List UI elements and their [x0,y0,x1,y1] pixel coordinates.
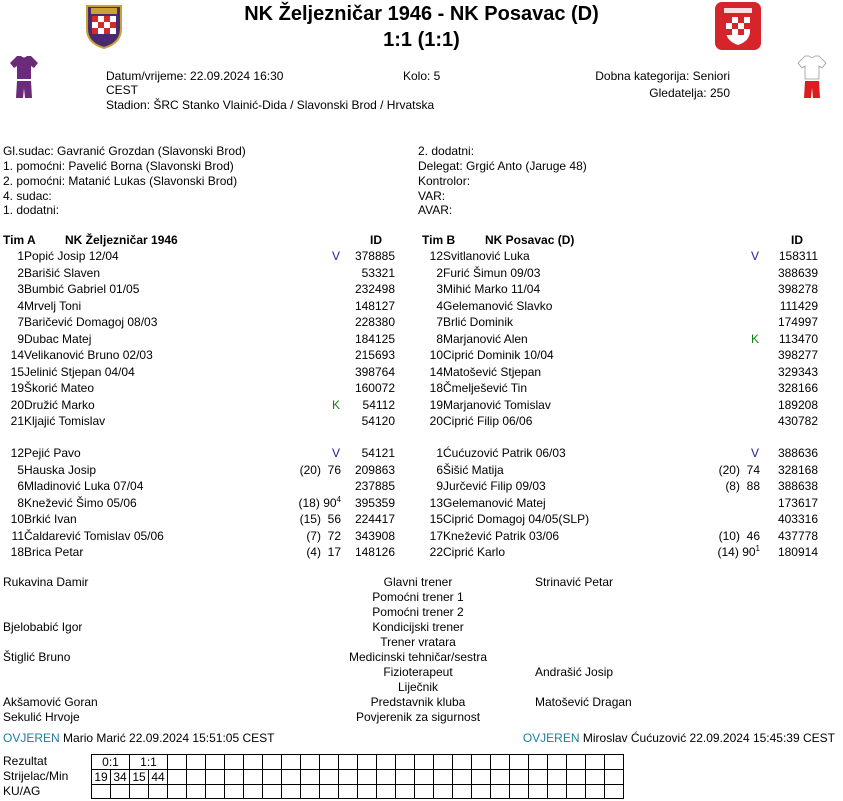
player-substitution: (7) 72 [306,528,341,543]
score-row-cards [92,785,624,799]
player-name: Šišić Matija [443,462,504,477]
staff-role: Povjerenik za sigurnost [355,710,481,724]
player-name: Dubac Matej [24,331,92,346]
score-cell [225,770,244,785]
team-a-kit-icon [9,55,39,101]
player-number: 8 [17,495,24,510]
player-name: Velikanović Bruno 02/03 [24,348,153,362]
verification-left [3,731,274,745]
score-cell: 34 [111,770,130,785]
player-substitution: (8) 88 [725,479,760,493]
substitution-note: 1 [755,544,760,553]
player-substitution: (20) 76 [299,462,341,477]
staff-team-a-member: Bjelobabić Igor [3,620,83,634]
player-name: Barišić Slaven [24,265,101,280]
team-b-label: Tim B [422,233,456,247]
score-cell [472,770,491,785]
score-cell: 44 [149,770,168,785]
match-title: NK Željezničar 1946 - NK Posavac (D) [244,3,599,25]
player-id: 148127 [354,298,395,313]
score-cell [168,770,187,785]
player-name: Pejić Pavo [24,446,81,460]
player-number: 4 [17,298,24,313]
player-id: 395359 [354,495,395,510]
player-name: Marjanović Alen [443,331,528,346]
staff-role: Fizioterapeut [383,665,453,679]
player-id: 113470 [778,331,818,346]
official-controller: Kontrolor: [418,174,471,188]
score-cell [339,785,358,799]
official-assistant-2: 2. pomoćni: Matanić Lukas (Slavonski Brod) [3,174,238,188]
score-cell [225,755,244,770]
player-number: 12 [10,446,24,460]
staff-team-a-member: Sekulić Hrvoje [3,710,80,724]
player-number: 20 [10,397,24,412]
score-cell [434,755,453,770]
official-additional-1: 1. dodatni: [3,203,60,217]
player-name: Kljajić Tomislav [24,414,106,428]
score-cell [396,785,415,799]
player-name: Hauska Josip [24,462,97,477]
score-cell [529,755,548,770]
team-a-name: NK Željezničar 1946 [65,233,178,247]
score-cell [586,755,605,770]
score-cell [453,785,472,799]
player-substitution: (18) $90^4$ [298,494,341,510]
score-cell [187,755,206,770]
player-id: 158311 [778,249,818,263]
player-id: 184125 [354,331,395,346]
score-cell [415,755,434,770]
match-datetime: Datum/vrijeme: 22.09.2024 16:30 [106,69,284,83]
player-number: 14 [10,348,24,362]
player-number: 6 [436,462,443,477]
score-cell [605,770,624,785]
staff-team-a-member: Rukavina Damir [3,575,89,589]
player-id: 328166 [777,381,818,395]
player-id: 237885 [354,479,395,493]
score-cell [396,770,415,785]
score-row-scorers [92,770,624,785]
player-id: 398277 [777,348,818,362]
team-b-logo [714,1,762,51]
player-name: Škorić Mateo [24,381,95,395]
player-name: Matošević Stjepan [443,364,542,379]
player-name: Brkić Ivan [24,512,77,526]
player-id: 180914 [777,545,818,559]
player-number: 15 [10,364,24,379]
team-b-kit-icon [797,55,827,101]
player-role-mark: V [751,446,760,460]
player-role-mark: K [332,397,341,412]
score-cell [206,770,225,785]
player-number: 20 [429,414,443,428]
staff-role: Kondicijski trener [372,620,464,634]
score-cell [510,785,529,799]
score-cell [263,785,282,799]
player-id: 173617 [777,495,818,510]
player-substitution: (10) 46 [718,528,760,543]
result-cell: 1:1 [130,755,168,770]
score-cell [263,770,282,785]
player-id: 54121 [361,446,395,460]
player-number: 5 [17,462,24,477]
player-substitution: (20) 74 [718,462,760,477]
player-number: 15 [429,512,443,526]
score-cell [358,755,377,770]
player-number: 18 [10,545,24,559]
score-cell [377,770,396,785]
player-substitution: (15) 56 [299,512,341,526]
score-cell [244,770,263,785]
player-id: 388636 [777,446,818,460]
player-id: 328168 [777,462,818,477]
player-name: Jelinić Stjepan 04/04 [24,364,135,379]
score-cell [586,770,605,785]
staff-team-a-member: Štiglić Bruno [3,650,71,664]
score-cell [491,785,510,799]
score-cell [206,755,225,770]
player-id: 430782 [777,414,818,428]
score-cell [415,770,434,785]
player-id: 403316 [777,512,818,526]
player-name: Bumbić Gabriel 01/05 [24,282,140,296]
player-name: Jurčević Filip 09/03 [443,479,546,493]
player-name: Ciprić Dominik 10/04 [443,348,554,362]
score-cell [168,755,187,770]
score-cell [491,770,510,785]
team-a-label: Tim A [3,233,36,247]
match-category: Dobna kategorija: Seniori [595,69,730,83]
score-cell [339,755,358,770]
score-cell [206,785,225,799]
team-b-name: NK Posavac (D) [485,233,575,247]
score-row-result [92,755,624,770]
player-id: 148126 [354,545,395,559]
player-name: Ciprić Filip 06/06 [443,414,533,428]
player-name: Družić Marko [24,397,95,412]
player-number: 17 [429,528,443,543]
score-cell [320,755,339,770]
staff-team-b-member: Strinavić Petar [535,575,614,589]
player-name: Čmelješević Tin [443,381,528,395]
score-cell [358,785,377,799]
score-cell [282,770,301,785]
player-name: Ciprić Domagoj 04/05(SLP) [443,512,590,526]
score-cell [434,785,453,799]
player-id: 388638 [777,479,818,493]
player-name: Svitlanović Luka [443,249,530,263]
match-timezone: CEST [106,83,139,97]
player-role-mark: V [751,249,760,263]
score-cell [282,785,301,799]
player-number: 9 [17,331,24,346]
score-cell [434,770,453,785]
player-id: 343908 [354,528,395,543]
official-var: VAR: [418,189,446,203]
score-cell [605,755,624,770]
score-cell: 19 [92,770,111,785]
staff-team-a-member: Akšamović Goran [3,695,98,709]
verified-status-right: OVJEREN [522,731,580,745]
official-main-referee: Gl.sudac: Gavranić Grozdan (Slavonski Brod) [3,144,246,158]
score-cell [111,785,130,799]
player-role-mark: V [332,446,341,460]
score-cell [263,755,282,770]
score-cell [320,770,339,785]
score-cell [358,770,377,785]
score-cell [529,785,548,799]
score-cell [320,785,339,799]
player-number: 19 [10,381,24,395]
score-cell [92,785,111,799]
score-cell [510,770,529,785]
score-cell [567,755,586,770]
staff-team-b-member: Matošević Dragan [535,695,632,709]
match-stadium: Stadion: ŠRC Stanko Vlainić-Dida / Slavonski Brod / Hrvatska [106,98,435,112]
player-number: 3 [436,282,443,296]
player-name: Brica Petar [24,545,84,559]
staff-role: Liječnik [397,680,439,694]
player-id: 111429 [779,298,818,313]
staff-role: Pomoćni trener 1 [372,590,464,604]
score-cell [301,785,320,799]
score-cell [586,785,605,799]
player-id: 232498 [354,282,395,296]
player-name: Mladinović Luka 07/04 [24,479,144,493]
player-number: 2 [17,265,24,280]
substitution-note: 4 [336,494,341,504]
score-cell [453,755,472,770]
player-number: 9 [436,479,443,493]
player-number: 10 [429,348,443,362]
score-cell [396,755,415,770]
verification-right [480,731,835,745]
player-substitution: (14) $90^1$ [717,544,760,559]
verified-by-right: Miroslav Ćućuzović 22.09.2024 15:45:39 CEST [582,731,835,745]
player-id: 174997 [777,315,818,329]
player-number: 18 [429,381,443,395]
player-id: 215693 [354,348,395,362]
player-number: 14 [429,364,443,379]
score-cell [244,785,263,799]
player-name: Brlić Dominik [443,315,514,329]
player-number: 6 [17,479,24,493]
score-cell [415,785,434,799]
score-cell [168,785,187,799]
official-fourth: 4. sudac: [3,189,52,203]
player-id: 388639 [777,265,818,280]
match-round: Kolo: 5 [403,69,441,83]
player-name: Mihić Marko 11/04 [443,282,541,296]
score-grid [91,754,624,799]
player-id: 224417 [354,512,395,526]
score-cell [548,755,567,770]
player-number: 7 [436,315,443,329]
match-attendance: Gledatelja: 250 [649,86,730,100]
score-cell [605,785,624,799]
score-cell [130,785,149,799]
player-id: 209863 [354,462,395,477]
score-cell [453,770,472,785]
result-cell: 0:1 [92,755,130,770]
verified-by-left: Mario Marić 22.09.2024 15:51:05 CEST [63,731,275,745]
player-id: 53321 [361,265,395,280]
player-number: 19 [429,397,443,412]
score-cell [529,770,548,785]
score-cell [567,785,586,799]
staff-team-b-member: Andrašić Josip [535,665,614,679]
score-cell [149,785,168,799]
score-cell [567,770,586,785]
player-name: Popić Josip 12/04 [24,249,119,263]
team-a-logo [84,3,124,49]
player-id: 329343 [777,364,818,379]
player-id: 437778 [777,528,818,543]
score-cell: 15 [130,770,149,785]
player-name: Baričević Domagoj 08/03 [24,315,158,329]
staff-role: Medicinski tehničar/sestra [348,650,488,664]
player-id: 228380 [354,315,395,329]
player-name: Čaldarević Tomislav 05/06 [24,528,164,543]
score-cell [472,755,491,770]
team-a-id-header: ID [370,233,382,247]
score-cell [548,770,567,785]
score-cell [244,755,263,770]
score-cell [225,785,244,799]
player-id: 189208 [777,397,818,412]
player-name: Marjanović Tomislav [443,397,551,412]
player-number: 11 [11,528,24,543]
player-number: 2 [436,265,443,280]
player-id: 54112 [362,397,395,412]
score-cell [548,785,567,799]
team-b-id-header: ID [791,233,803,247]
player-id: 398764 [354,364,395,379]
staff-role: Trener vratara [380,635,456,649]
score-cell [301,770,320,785]
staff-role: Predstavnik kluba [370,695,466,709]
player-id: 160072 [354,381,395,395]
score-row-label-scorer: Strijelac/Min [3,769,69,783]
score-row-label-result: Rezultat [3,754,48,768]
verified-status-left: OVJEREN [3,731,60,745]
staff-role: Glavni trener [383,575,453,589]
player-number: 10 [10,512,24,526]
player-role-mark: V [332,249,341,263]
player-name: Mrvelj Toni [24,298,82,313]
score-cell [491,755,510,770]
player-number: 3 [17,282,24,296]
player-name: Gelemanović Matej [443,495,546,510]
player-name: Furić Šimun 09/03 [443,265,541,280]
player-name: Knežević Patrik 03/06 [443,528,560,543]
player-name: Ćućuzović Patrik 06/03 [443,446,566,460]
score-cell [301,755,320,770]
player-number: 13 [429,495,443,510]
player-substitution: (4) 17 [306,545,341,559]
score-cell [339,770,358,785]
match-score: 1:1 (1:1) [383,29,460,51]
player-id: 54120 [361,414,395,428]
score-cell [377,785,396,799]
player-name: Knežević Šimo 05/06 [24,495,137,510]
score-cell [510,755,529,770]
official-delegate: Delegat: Grgić Anto (Jaruge 48) [418,159,587,173]
player-id: 398278 [777,282,818,296]
score-row-label-cards: KU/AG [3,784,41,798]
player-name: Gelemanović Slavko [443,298,553,313]
player-number: 1 [436,446,443,460]
player-id: 378885 [354,249,395,263]
score-cell [187,785,206,799]
player-role-mark: K [751,331,760,346]
player-number: 1 [17,249,24,263]
score-cell [282,755,301,770]
player-number: 12 [429,249,443,263]
official-avar: AVAR: [418,203,453,217]
staff-role: Pomoćni trener 2 [372,605,464,619]
score-cell [472,785,491,799]
player-number: 8 [436,331,443,346]
score-cell [377,755,396,770]
player-number: 7 [17,315,24,329]
player-name: Ciprić Karlo [443,545,506,559]
player-number: 4 [436,298,443,313]
score-cell [187,770,206,785]
player-number: 21 [10,414,24,428]
official-additional-2: 2. dodatni: [418,144,475,158]
official-assistant-1: 1. pomoćni: Pavelić Borna (Slavonski Brod) [3,159,234,173]
player-number: 22 [429,545,443,559]
